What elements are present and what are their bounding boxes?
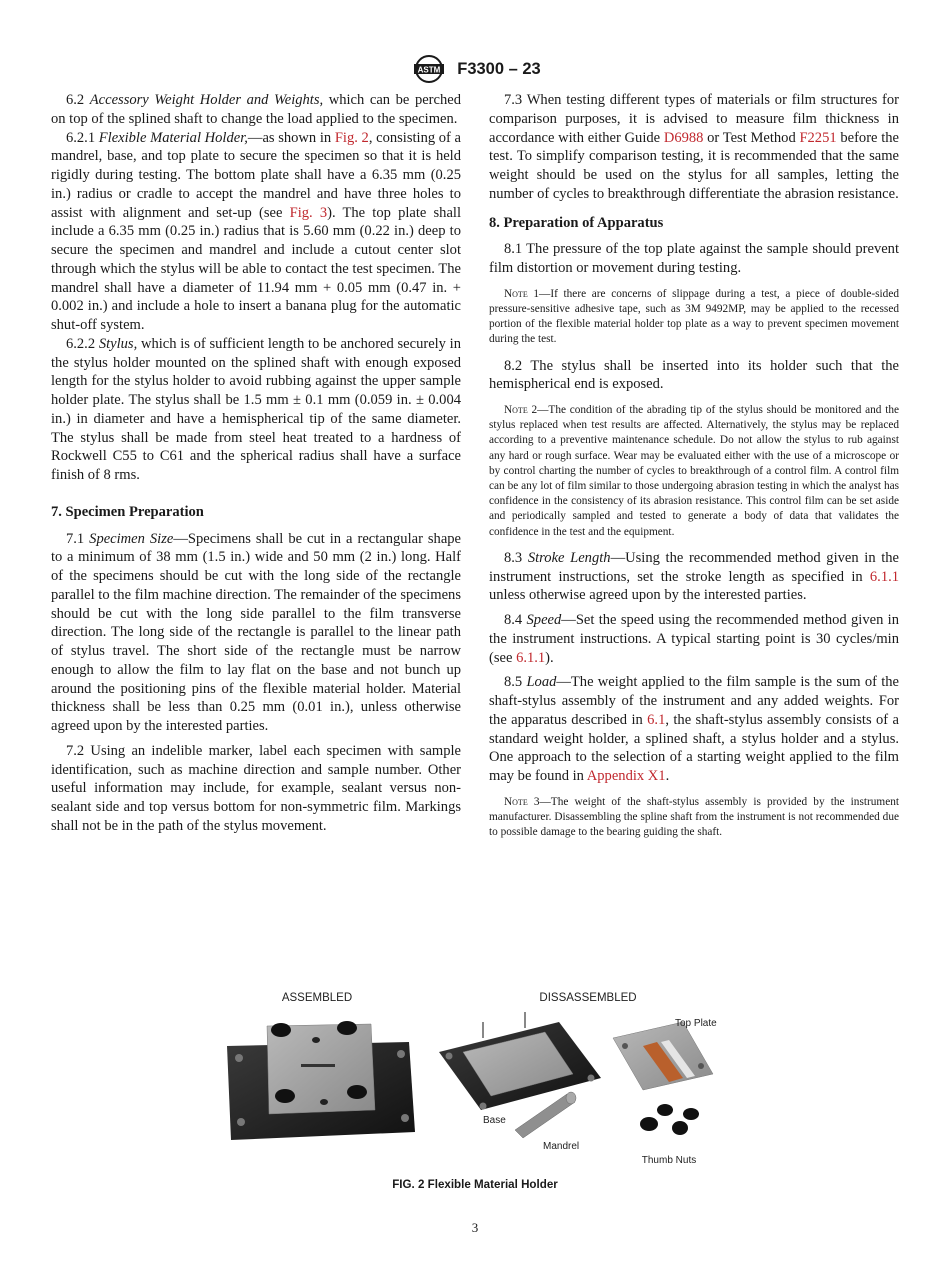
f2251-link[interactable]: F2251 [799, 129, 837, 146]
astm-logo-icon [409, 54, 449, 84]
base-part [439, 1012, 601, 1110]
label-base: Base [483, 1115, 506, 1126]
paragraph-6-2-2: 6.2.2 Stylus, which is of sufficient length to be anchored securely in the stylus holder mounted on the splined shaft with enough exposed length for the stylus holder to avoid rubbing against the upper sample holder plate. The stylus shall be 1.5 mm ± 0.1 mm (0.059 in. ± 0.004 in.) in diameter and have a hemispherical tip of the same diameter. The stylus shall be made from steel heat treated to a hardness of Rockwell C55 to C61 and the spherical radius shall have a surface finish of 8 rms. [51, 335, 462, 483]
assembled-holder [227, 1021, 415, 1140]
page-header [0, 54, 950, 84]
label-top-plate: Top Plate [675, 1018, 717, 1029]
svg-text:ASTM: ASTM [417, 65, 441, 75]
label-thumb-nuts: Thumb Nuts [641, 1155, 697, 1166]
paragraph-6-2: 6.2 Accessory Weight Holder and Weights, which can be perched on top of the splined shaft to change the load applied to the specimen. [51, 92, 461, 127]
fig-3-link[interactable]: Fig. 3 [289, 204, 328, 221]
paragraph-7-1: 7.1 Specimen Size—Specimens shall be cut in a rectangular shape to a minimum of 38 mm (1.5 in.) wide and 50 mm (2 in.) long. Half of the specimens should be cut with the long side of the rectangle parallel to the film machine direction. The remainder of the specimens should be cut with the long side parallel to the film transverse direction. The long side of the rectangle is parallel to the linear path of stylus travel. The short side of the rectangle must be narrow enough to allow the film to lay flat on the base and not bunch up around the positioning pins of the flexible material holder. Material thickness shall be less than 0.25 mm (0.01 in.), unless otherwise agreed upon by the interested parties. [51, 530, 462, 734]
label-mandrel: Mandrel [543, 1141, 580, 1152]
paragraph-8-4: 8.4 Speed—Set the speed using the recommended method given in the instrument instructions. A typical starting point is 30 cycles/min (see 6.1.1). [489, 612, 899, 666]
figure-2-image [225, 982, 725, 1172]
fig-2-link[interactable]: Fig. 2 [334, 129, 369, 146]
paragraph-7-2: 7.2 Using an indelible marker, label each specimen with sample identification, such as machine direction and sample number. Other useful information may include, for example, sealant versus non-sealant side and top versus bottom for non-symmetric film. Markings shall not be in the path of the stylus movement. [51, 742, 461, 834]
top-plate-part [613, 1022, 713, 1090]
section-6-1-1-link[interactable]: 6.1.1 [869, 568, 899, 585]
label-disassembled: DISSASSEMBLED [539, 992, 637, 1004]
paragraph-8-3: 8.3 Stroke Length—Using the recommended method given in the instrument instructions, set the stroke length as specified in 6.1.1 unless otherwise agreed upon by the interested parties. [489, 549, 900, 604]
note-2: Note 2—The condition of the abrading tip of the stylus should be monitored and the stylus replaced when test results are affected. Alternatively, the stylus may be replaced according to a preventive maintenance schedule. Do not allow the stylus to rub against any hard or rough surface. Wear may be evaluated either with the use of a microscope or by control charting the number of cycles to breakthrough of a control film. A control film can be any lot of film similar to those undergoing abrasion testing in which the analyst has confidence in the consistency of its abrasion resistance. This control film can be set aside and periodically sampled and tested to generate a body of data that validates the confidence in the test and the equipment. [489, 404, 899, 538]
note-1: Note 1—If there are concerns of slippage during a test, a piece of double-sided pressure-sensitive adhesive tape, such as 3M 9492MP, may be applied to the recessed portion of the flexible material holder top plate as a way to prevent specimen movement during the test. [489, 287, 899, 346]
paragraph-7-3: 7.3 When testing different types of materials or film structures for comparison purposes, it is advised to measure film thickness in accordance with either Guide D6988 or Test Method F2251 before the test. To simplify comparison testing, it is recommended that the same weight should be used on the stylus for all samples, letting the number of cycles to breakthrough differentiate the abrasion resistance. [489, 92, 899, 202]
paragraph-8-1: 8.1 The pressure of the top plate against the sample should prevent film distortion or movement during testing. [489, 241, 899, 276]
paragraph-8-5: 8.5 Load—The weight applied to the film sample is the sum of the shaft-stylus assembly of the instrument and any added weights. For the apparatus described in 6.1, the shaft-stylus assembly consists of a standard weight holder, a splined shaft, a stylus holder and a stylus. One approach to the selection of a starting weight applied to the film may be found in Appendix X1. [489, 674, 899, 785]
paragraph-8-2: 8.2 The stylus shall be inserted into its holder such that the hemispherical end is exposed. [489, 357, 899, 393]
right-column [489, 91, 899, 850]
page-number: 3 [471, 1220, 479, 1235]
left-column [51, 91, 461, 836]
figure-caption: FIG. 2 Flexible Material Holder [392, 1178, 558, 1191]
standard-designation: F3300 – 23 [457, 59, 541, 78]
thumb-nuts-part [640, 1104, 699, 1135]
section-6-1-1-link[interactable]: 6.1.1 [516, 649, 546, 666]
section-7-heading: 7. Specimen Preparation [51, 503, 204, 520]
section-6-1-link[interactable]: 6.1 [647, 711, 666, 728]
appendix-x1-link[interactable]: Appendix X1 [586, 768, 666, 785]
section-8-heading: 8. Preparation of Apparatus [489, 214, 664, 231]
note-3: Note 3—The weight of the shaft-stylus assembly is provided by the instrument manufacturer. Disassembling the spline shaft from the instrument is not recommended due to possible damage to the bearing guiding the shaft. [489, 795, 899, 839]
d6988-link[interactable]: D6988 [663, 129, 704, 146]
label-assembled: ASSEMBLED [281, 992, 353, 1004]
mandrel-part [515, 1092, 576, 1138]
paragraph-6-2-1: 6.2.1 Flexible Material Holder,—as shown in Fig. 2, consisting of a mandrel, base, and top plate to secure the specimen so that it is held rigidly during testing. The bottom plate shall have a 6.35 mm (0.25 in.) radius or cradle to accept the mandrel and have three holes to assist with alignment and set-up (see Fig. 3). The top plate shall include a 6.35 mm (0.25 in.) radius that is 5.60 mm (0.22 in.) deep to secure the specimen and mandrel and include a cutout center slot through which the stylus will be able to contact the test specimen. The mandrel shall have a diameter of 11.94 mm + 0.05 mm (0.47 in. + 0.002 in.) and include a hole to insert a banana plug for the automatic shut-off system. [51, 129, 462, 333]
